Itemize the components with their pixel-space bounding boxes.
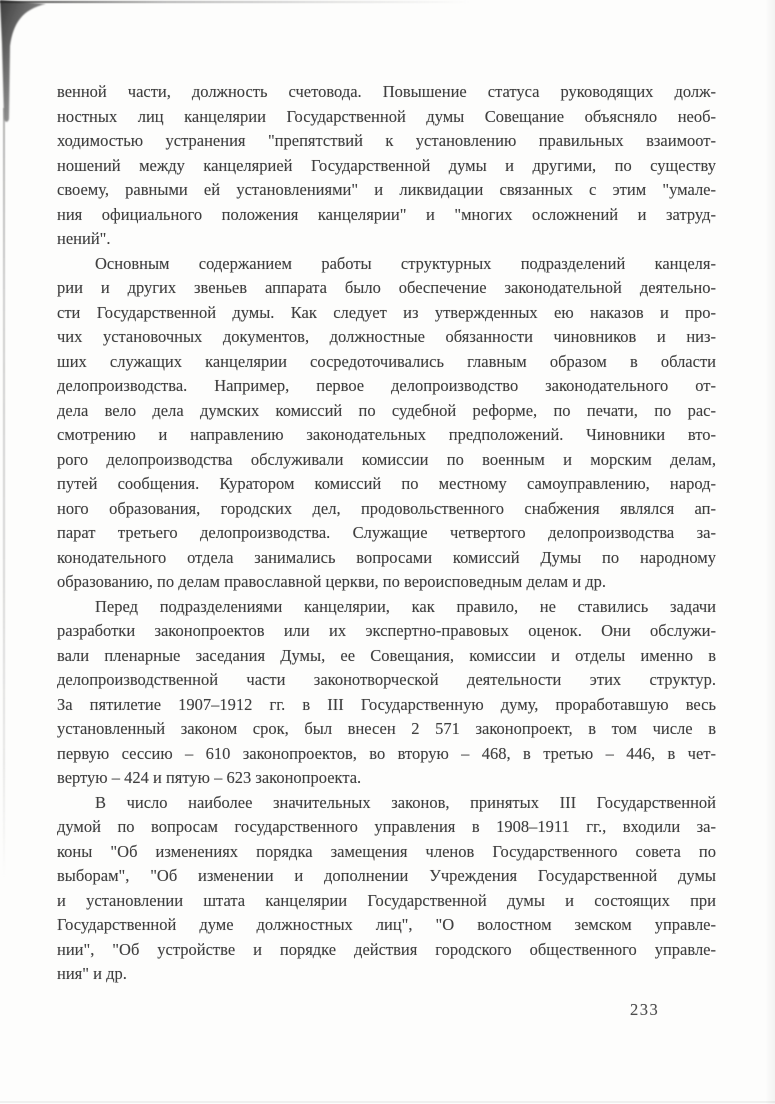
text-line: Перед подразделениями канцелярии, как правило, не ставились задачи xyxy=(95,596,716,616)
text-line: нии", "Об устройстве и порядке действия городского общественного управле- xyxy=(57,939,716,959)
text-line: своему, равными ей установлениями" и ликвидации связанных с этим "умале- xyxy=(57,180,716,199)
paragraph xyxy=(57,595,716,791)
text-line: делопроизводственной части законотворческой деятельности этих структур. xyxy=(57,670,716,689)
text-line: делопроизводства. Например, первое делопроизводство законодательного от- xyxy=(57,376,716,395)
text-line: первую сессию – 610 законопроектов, во вторую – 468, в третью – 446, в чет- xyxy=(57,743,716,763)
text-line: В число наиболее значительных законов, принятых III Государственной xyxy=(95,792,716,812)
scan-right-edge xyxy=(765,0,775,1104)
text-line: думой по вопросам государственного управления в 1908–1911 гг., входили за- xyxy=(57,817,716,836)
text-line: выборам", "Об изменении и дополнении Учреждения Государственной думы xyxy=(57,866,716,885)
scan-bottom-edge xyxy=(0,1101,775,1103)
text-line: образованию, по делам православной церкви, по вероисповедным делам и др. xyxy=(57,572,607,591)
text-line: рии и других звеньев аппарата было обеспечение законодательной деятельно- xyxy=(57,278,716,297)
paragraph xyxy=(57,791,716,987)
text-line: ходимостью устранения "препятствий к установлению правильных взаимоот- xyxy=(57,131,716,150)
text-line: ния официального положения канцелярии" и "многих осложнений и затруд- xyxy=(57,204,716,224)
text-line: рого делопроизводства обслуживали комиссии по военным и морским делам, xyxy=(57,449,716,469)
text-line: коны "Об изменениях порядка замещения членов Государственного совета по xyxy=(57,841,716,861)
text-line: нений". xyxy=(57,229,111,248)
text-line: ношений между канцелярией Государственной думы и другими, по существу xyxy=(57,155,716,175)
text-line: ших служащих канцелярии сосредоточивались главным образом в области xyxy=(57,351,716,371)
text-line: Основным содержанием работы структурных подразделений канцеля- xyxy=(95,253,716,273)
text-line: смотрению и направлению законодательных предположений. Чиновники вто- xyxy=(57,425,716,444)
text-line: вали пленарные заседания Думы, ее Совещания, комиссии и отделы именно в xyxy=(57,645,716,665)
page-text xyxy=(57,80,716,987)
text-line: конодательного отдела занимались вопросами комиссий Думы по народному xyxy=(57,547,716,567)
text-line: парат третьего делопроизводства. Служащие четвертого делопроизводства за- xyxy=(57,523,716,542)
text-line: венной части, должность счетовода. Повышение статуса руководящих долж- xyxy=(57,82,716,101)
text-line: путей сообщения. Куратором комиссий по местному самоуправлению, народ- xyxy=(57,474,716,493)
paragraph xyxy=(57,252,716,595)
text-line: и установлении штата канцелярии Государственной думы и состоящих при xyxy=(57,890,716,910)
text-line: установленный законом срок, был внесен 2 571 законопроект, в том числе в xyxy=(57,719,716,738)
text-line: Государственной думе должностных лиц", "О волостном земском управле- xyxy=(57,915,716,934)
scan-top-edge xyxy=(0,1,470,3)
text-line: За пятилетие 1907–1912 гг. в III Государственную думу, проработавшую весь xyxy=(57,694,716,714)
text-line: разработки законопроектов или их экспертно-правовых оценок. Они обслужи- xyxy=(57,621,716,640)
text-line: ного образования, городских дел, продовольственного снабжения являлся ап- xyxy=(57,498,716,518)
text-line: вертую – 424 и пятую – 623 законопроекта. xyxy=(57,768,362,787)
scan-left-edge xyxy=(3,108,5,878)
text-line: ния" и др. xyxy=(57,964,127,983)
paragraph xyxy=(57,80,716,252)
text-line: ностных лиц канцелярии Государственной думы Совещание объясняло необ- xyxy=(57,106,716,126)
scan-corner-artifact xyxy=(0,0,64,132)
text-line: чих установочных документов, должностные обязанности чиновников и низ- xyxy=(57,327,716,346)
text-line: сти Государственной думы. Как следует из утвержденных ею наказов и про- xyxy=(57,302,716,322)
text-line: дела вело дела думских комиссий по судебной реформе, по печати, по рас- xyxy=(57,400,716,420)
page-number: 233 xyxy=(630,1000,660,1019)
